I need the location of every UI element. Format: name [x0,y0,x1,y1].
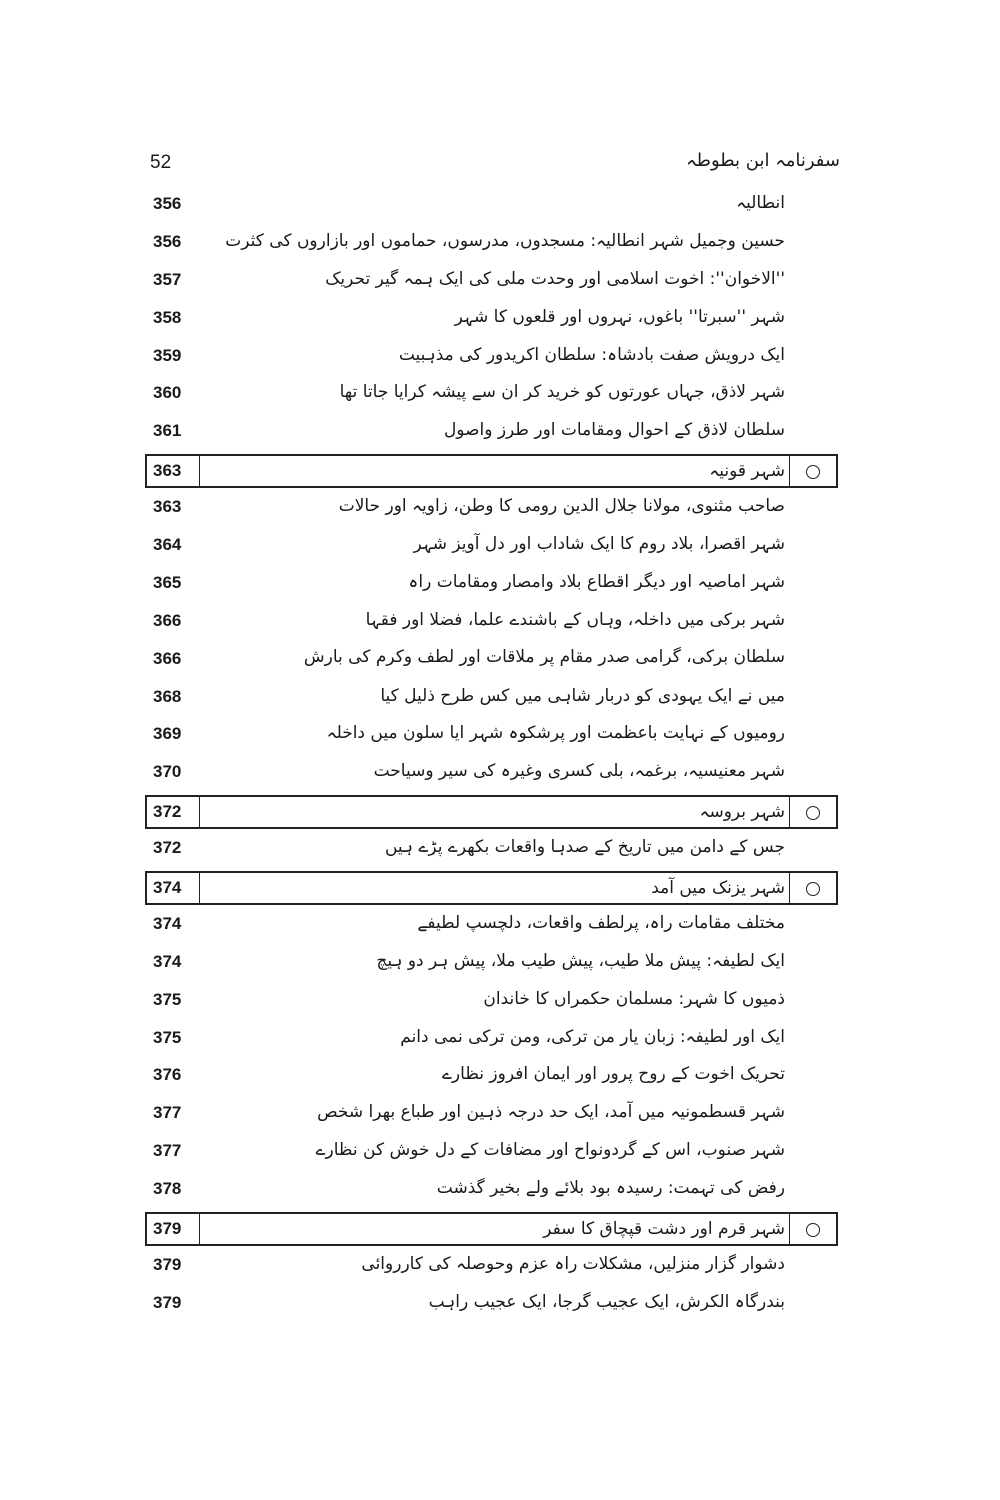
entry-page-number: 369 [153,724,182,744]
entry-page-number: 363 [153,461,182,481]
cell-divider [789,797,790,827]
entry-page-number: 356 [153,231,182,251]
toc-entry [145,717,838,755]
entry-page-number: 378 [153,1179,182,1199]
entry-title: شہر بروسہ [699,802,785,823]
toc-entry [145,907,838,945]
entry-title: دشوار گزار منزلیں، مشکلات راہ عزم وحوصلہ کی کارروائی [361,1253,785,1274]
entry-page-number: 377 [153,1141,182,1161]
toc-entry [145,1134,838,1172]
entry-title: شہر قسطمونیہ میں آمد، ایک حد درجہ ذہین اور طباع بھرا شخص [317,1102,785,1123]
entry-page-number: 375 [153,1027,182,1047]
circle-bullet-icon [806,1223,820,1237]
entry-page-number: 376 [153,1065,182,1085]
entry-title: رومیوں کے نہایت باعظمت اور پرشکوہ شہر ایا سلون میں داخلہ [326,723,785,744]
circle-bullet-icon [806,882,820,896]
entry-page-number: 366 [153,648,182,668]
section-heading-row [145,454,838,488]
entry-title: رفض کی تہمت: رسیدہ بود بلائے ولے بخیر گذشت [436,1178,785,1199]
entry-page-number: 374 [153,878,182,898]
toc-entry [145,755,838,793]
toc-entry [145,1172,838,1210]
entry-page-number: 366 [153,610,182,630]
entry-page-number: 379 [153,1254,182,1274]
entry-page-number: 357 [153,269,182,289]
toc-entry [145,225,838,263]
entry-title: ''الاخوان'': اخوت اسلامی اور وحدت ملی کی ایک ہمہ گیر تحریک [325,268,785,289]
toc-entry [145,376,838,414]
entry-page-number: 374 [153,951,182,971]
section-heading-row [145,871,838,905]
entry-title: شہر اماصیہ اور دیگر اقطاع بلاد وامصار ومقامات راہ [408,571,785,592]
cell-divider [789,873,790,903]
cell-divider [199,797,200,827]
entry-page-number: 375 [153,989,182,1009]
page-number: 52 [150,152,172,173]
section-heading-row [145,795,838,829]
cell-divider [789,1214,790,1244]
toc-entry [145,1286,838,1324]
toc-entry [145,1248,838,1286]
toc-entry [145,1058,838,1096]
entry-title: شہر اقصرا، بلاد روم کا ایک شاداب اور دل آویز شہر [413,534,785,555]
cell-divider [789,456,790,486]
entry-title: ایک اور لطیفہ: زبان یار من ترکی، ومن ترکی نمی دانم [400,1026,785,1047]
entry-title: شہر ''سبرتا'' باغوں، نہروں اور قلعوں کا شہر [454,306,785,327]
entry-title: شہر یزنک میں آمد [651,878,785,899]
toc-entry [145,414,838,452]
toc-entry [145,301,838,339]
entry-title: سلطان لاذق کے احوال ومقامات اور طرز واصول [443,420,785,441]
entry-title: بندرگاہ الکرش، ایک عجیب گرجا، ایک عجیب راہب [428,1291,785,1312]
entry-title: ذمیوں کا شہر: مسلمان حکمراں کا خاندان [483,988,785,1009]
cell-divider [199,873,200,903]
entry-title: شہر لاذق، جہاں عورتوں کو خرید کر ان سے پیشہ کرایا جاتا تھا [339,382,785,403]
entry-title: حسین وجمیل شہر انطالیہ: مسجدوں، مدرسوں، حماموں اور بازاروں کی کثرت [225,230,785,251]
entry-page-number: 361 [153,421,182,441]
entry-page-number: 363 [153,497,182,517]
entry-page-number: 377 [153,1103,182,1123]
cell-divider [199,1214,200,1244]
entry-title: شہر برکی میں داخلہ، وہاں کے باشندے علما، فضلا اور فقہا [365,609,785,630]
toc-entry [145,490,838,528]
entry-title: میں نے ایک یہودی کو دربار شاہی میں کس طرح ذلیل کیا [380,685,785,706]
toc-entry [145,263,838,301]
table-of-contents [145,187,838,1324]
entry-page-number: 372 [153,802,182,822]
cell-divider [199,456,200,486]
entry-page-number: 379 [153,1292,182,1312]
entry-title: مختلف مقامات راہ، پرلطف واقعات، دلچسپ لطیفے [417,912,785,933]
entry-page-number: 358 [153,307,182,327]
toc-entry [145,680,838,718]
entry-title: شہر قونیہ [709,461,785,482]
toc-entry [145,604,838,642]
entry-page-number: 374 [153,913,182,933]
circle-bullet-icon [806,465,820,479]
entry-title: انطالیہ [736,193,785,213]
toc-entry [145,831,838,869]
section-heading-row [145,1212,838,1246]
entry-page-number: 372 [153,838,182,858]
entry-page-number: 365 [153,572,182,592]
entry-title: ایک درویش صفت بادشاہ: سلطان اکریدور کی مذہبیت [398,344,785,365]
entry-title: شہر صنوب، اس کے گردونواح اور مضافات کے دل خوش کن نظارے [315,1140,785,1161]
book-title: سفرنامہ ابن بطوطہ [686,150,840,171]
toc-entry [145,187,838,225]
toc-entry [145,339,838,377]
entry-title: سلطان برکی، گرامی صدر مقام پر ملاقات اور لطف وکرم کی بارش [303,646,785,667]
entry-page-number: 370 [153,762,182,782]
entry-title: شہر قرم اور دشت قپچاق کا سفر [543,1219,785,1240]
entry-title: صاحب مثنوی، مولانا جلال الدین رومی کا وطن، زاویہ اور حالات [338,496,785,517]
entry-page-number: 359 [153,345,182,365]
entry-title: ایک لطیفہ: پیش ملا طیب، پیش طیب ملا، پیش ہر دو ہیچ [376,950,785,971]
entry-title: جس کے دامن میں تاریخ کے صدہا واقعات بکھرے پڑے ہیں [384,837,785,858]
toc-entry [145,1021,838,1059]
toc-entry [145,566,838,604]
entry-page-number: 364 [153,535,182,555]
toc-entry [145,642,838,680]
entry-title: شہر معنیسیہ، برغمہ، بلی کسری وغیرہ کی سیر وسیاحت [373,761,785,782]
toc-entry [145,528,838,566]
toc-entry [145,983,838,1021]
entry-page-number: 379 [153,1219,182,1239]
entry-page-number: 368 [153,686,182,706]
toc-entry [145,1096,838,1134]
entry-page-number: 360 [153,383,182,403]
toc-entry [145,945,838,983]
entry-title: تحریک اخوت کے روح پرور اور ایمان افروز نظارے [441,1064,785,1085]
circle-bullet-icon [806,806,820,820]
entry-page-number: 356 [153,194,182,213]
